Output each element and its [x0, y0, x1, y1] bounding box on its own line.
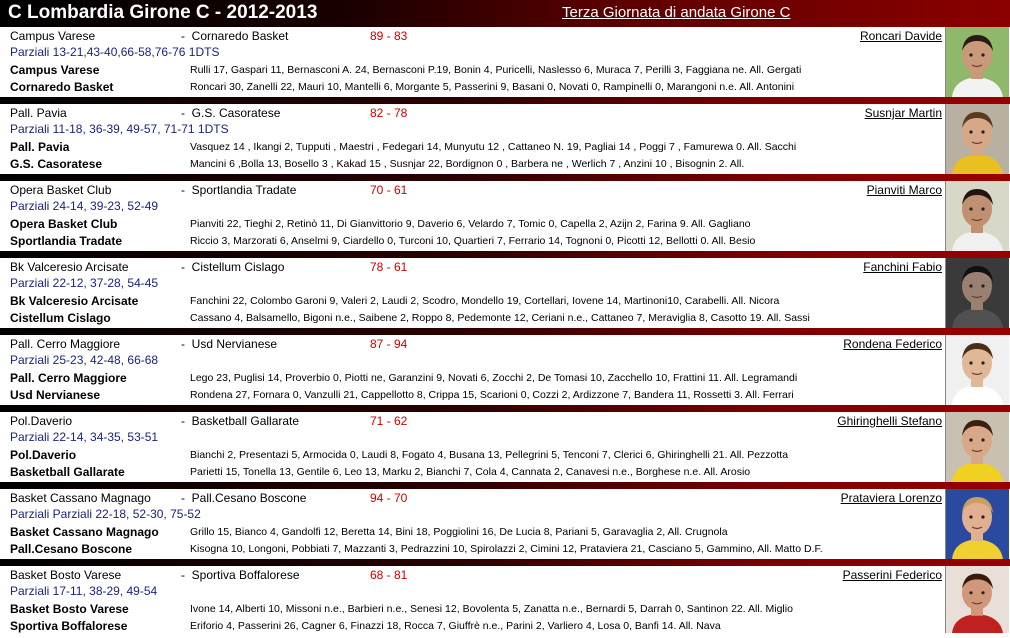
away-roster: Parietti 15, Tonella 13, Gentile 6, Leo 13, Marku 2, Bianchi 7, Cola 4, Cannata 2, Canavesi n.e., Borghese n.e. All. Arosio: [190, 466, 751, 478]
player-photo: [945, 335, 1009, 405]
partials: Parziali 17-11, 38-29, 49-54: [10, 584, 158, 598]
game-block: [0, 27, 1010, 104]
games-list: [0, 27, 1010, 638]
player-photo: [945, 104, 1009, 174]
home-roster: Ivone 14, Alberti 10, Missoni n.e., Barbieri n.e., Senesi 12, Bovolenta 5, Zanatta n.e., Bernardi 5, Darrah 0, Santinon 22. All. Miglio: [190, 603, 793, 615]
row-separator: [0, 251, 1010, 258]
final-score: 82 - 78: [370, 106, 408, 120]
mvp-link[interactable]: Roncari Davide: [859, 29, 942, 43]
away-team-name: Basketball Gallarate: [191, 414, 300, 428]
partials: Parziali 13-21,43-40,66-58,76-76 1DTS: [10, 45, 220, 59]
row-separator: [0, 405, 1010, 412]
final-score: 71 - 62: [370, 414, 408, 428]
final-score: 94 - 70: [370, 491, 408, 505]
mvp-link[interactable]: Passerini Federico: [842, 568, 942, 582]
partials: Parziali 22-14, 34-35, 53-51: [10, 430, 159, 444]
mvp-link[interactable]: Rondena Federico: [843, 337, 942, 351]
away-team: - Sportlandia Tradate: [181, 183, 297, 197]
away-roster: Roncari 30, Zanelli 22, Mauri 10, Mantelli 6, Morgante 5, Passerini 9, Basani 0, Novati 0, Rampinelli 0, Marangoni n.e. All. Antonini: [190, 81, 795, 93]
home-team-bold: Pol.Daverio: [10, 448, 77, 462]
home-team-bold: Bk Valceresio Arcisate: [10, 294, 139, 308]
final-score: 68 - 81: [370, 568, 408, 582]
game-block: [0, 181, 1010, 258]
away-team: - Basketball Gallarate: [181, 414, 300, 428]
home-team-bold: Campus Varese: [10, 63, 100, 77]
home-roster: Lego 23, Puglisi 14, Proverbio 0, Piotti ne, Garanzini 9, Novati 6, Zocchi 2, De Tomasi 10, Zacchello 10, Frattini 11. All. Legramandi: [190, 372, 798, 384]
player-photo: [945, 27, 1009, 97]
partials: Parziali 22-12, 37-28, 54-45: [10, 276, 159, 290]
partials: Parziali 24-14, 39-23, 52-49: [10, 199, 159, 213]
mvp-link[interactable]: Prataviera Lorenzo: [840, 491, 942, 505]
player-photo: [945, 258, 1009, 328]
header-bar: [0, 0, 1010, 27]
final-score: 87 - 94: [370, 337, 408, 351]
home-team: Bk Valceresio Arcisate: [10, 260, 129, 274]
player-photo-drawing: [946, 412, 1009, 482]
mvp-link[interactable]: Pianviti Marco: [866, 183, 942, 197]
player-photo-drawing: [946, 27, 1009, 97]
final-score: 70 - 61: [370, 183, 408, 197]
game-block: [0, 412, 1010, 489]
away-team-bold: Sportiva Boffalorese: [10, 619, 128, 633]
away-team-name: Pall.Cesano Boscone: [191, 491, 307, 505]
away-team-bold: G.S. Casoratese: [10, 157, 103, 171]
row-separator: [0, 482, 1010, 489]
row-separator: [0, 174, 1010, 181]
home-team: Pall. Cerro Maggiore: [10, 337, 121, 351]
game-block: [0, 335, 1010, 412]
game-block: [0, 104, 1010, 181]
away-team-name: G.S. Casoratese: [191, 106, 281, 120]
player-photo-drawing: [946, 104, 1009, 174]
row-separator: [0, 328, 1010, 335]
final-score: 89 - 83: [370, 29, 408, 43]
home-roster: Bianchi 2, Presentazi 5, Armocida 0, Laudi 8, Fogato 4, Busana 13, Pellegrini 5, Tenconi 7, Clerici 6, Ghiringhelli 21. All. Pezzotta: [190, 449, 789, 461]
away-team: - Sportiva Boffalorese: [181, 568, 300, 582]
away-team-bold: Cistellum Cislago: [10, 311, 111, 325]
home-team-bold: Basket Bosto Varese: [10, 602, 129, 616]
away-team: - Cornaredo Basket: [181, 29, 289, 43]
player-photo-drawing: [946, 566, 1009, 633]
player-photo-drawing: [946, 258, 1009, 328]
page-title: C Lombardia Girone C - 2012-2013: [8, 2, 318, 23]
partials: Parziali Parziali 22-18, 52-30, 75-52: [10, 507, 201, 521]
away-team-name: Cornaredo Basket: [191, 29, 289, 43]
home-roster: Rulli 17, Gaspari 11, Bernasconi A. 24, Bernasconi P.19, Bonin 4, Puricelli, Naslesso 6, Muraca 7, Perilli 3, Faggiana ne. All. Gergati: [190, 64, 802, 76]
partials: Parziali 25-23, 42-48, 66-68: [10, 353, 159, 367]
player-photo-drawing: [946, 181, 1009, 251]
home-team: Pol.Daverio: [10, 414, 73, 428]
away-team-bold: Usd Nervianese: [10, 388, 101, 402]
row-separator: [0, 97, 1010, 104]
away-team-name: Sportiva Boffalorese: [191, 568, 300, 582]
home-team: Campus Varese: [10, 29, 96, 43]
away-team-bold: Pall.Cesano Boscone: [10, 542, 133, 556]
away-team-bold: Sportlandia Tradate: [10, 234, 123, 248]
partials: Parziali 11-18, 36-39, 49-57, 71-71 1DTS: [10, 122, 229, 136]
away-team-bold: Cornaredo Basket: [10, 80, 114, 94]
away-roster: Kisogna 10, Longoni, Pobbiati 7, Mazzanti 3, Pedrazzini 10, Spirolazzi 2, Cimini 12, Prataviera 21, Casciano 5, Gammino, All. Matto D.F.: [190, 543, 823, 555]
mvp-link[interactable]: Fanchini Fabio: [863, 260, 942, 274]
home-team-bold: Basket Cassano Magnago: [10, 525, 159, 539]
home-roster: Fanchini 22, Colombo Garoni 9, Valeri 2, Laudi 2, Scodro, Mondello 19, Cortellari, Iovene 14, Martinoni10, Carabelli. All. Nicora: [190, 295, 780, 307]
away-team-name: Sportlandia Tradate: [191, 183, 297, 197]
player-photo-drawing: [946, 489, 1009, 559]
final-score: 78 - 61: [370, 260, 408, 274]
home-roster: Vasquez 14 , Ikangi 2, Tupputi , Maestri , Fedegari 14, Munyutu 12 , Cattaneo N. 19, Pagliai 14 , Poggi 7 , Famurewa 0. All. Sacchi: [190, 141, 797, 153]
player-photo: [945, 489, 1009, 559]
home-team: Basket Bosto Varese: [10, 568, 122, 582]
home-team: Opera Basket Club: [10, 183, 112, 197]
home-team-bold: Pall. Pavia: [10, 140, 70, 154]
player-photo: [945, 181, 1009, 251]
away-roster: Riccio 3, Marzorati 6, Anselmi 9, Ciardello 0, Turconi 10, Quartieri 7, Ferrario 14, Tognoni 0, Picotti 12, Bellotti 0. All. Besio: [190, 235, 756, 247]
away-roster: Rondena 27, Fornara 0, Vanzulli 21, Cappellotto 8, Crippa 15, Scarioni 0, Cozzi 2, Ardizzone 7, Bandera 11, Rossetti 3. All. Ferrari: [190, 389, 794, 401]
away-team: - G.S. Casoratese: [181, 106, 281, 120]
away-team-name: Usd Nervianese: [191, 337, 278, 351]
mvp-link[interactable]: Susnjar Martin: [864, 106, 942, 120]
away-team-name: Cistellum Cislago: [191, 260, 285, 274]
away-team: - Pall.Cesano Boscone: [181, 491, 307, 505]
home-team: Pall. Pavia: [10, 106, 67, 120]
round-link[interactable]: Terza Giornata di andata Girone C: [562, 4, 791, 21]
mvp-link[interactable]: Ghiringhelli Stefano: [837, 414, 942, 428]
away-roster: Mancini 6 ,Bolla 13, Bosello 3 , Kakad 15 , Susnjar 22, Bordignon 0 , Barbera ne , Werlich 7 , Anzini 10 , Bisognin 2. All.: [190, 158, 745, 170]
player-photo-drawing: [946, 335, 1009, 405]
away-team-bold: Basketball Gallarate: [10, 465, 125, 479]
game-block: [0, 489, 1010, 566]
away-team: - Usd Nervianese: [181, 337, 278, 351]
game-block: [0, 566, 1010, 638]
player-photo: [945, 566, 1009, 633]
game-block: [0, 258, 1010, 335]
home-team-bold: Pall. Cerro Maggiore: [10, 371, 127, 385]
home-team-bold: Opera Basket Club: [10, 217, 118, 231]
row-separator: [0, 559, 1010, 566]
away-roster: Eriforio 4, Passerini 26, Cagner 6, Finazzi 18, Rocca 7, Giuffrè n.e., Parini 2, Varliero 4, Losa 0, Banfi 14. All. Nava: [190, 620, 721, 632]
away-team: - Cistellum Cislago: [181, 260, 285, 274]
home-roster: Grillo 15, Bianco 4, Gandolfi 12, Beretta 14, Bini 18, Poggiolini 16, De Lucia 8, Pariani 5, Garavaglia 2, All. Crugnola: [190, 526, 728, 538]
away-roster: Cassano 4, Balsamello, Bigoni n.e., Saibene 2, Roppo 8, Pedemonte 12, Ceriani n.e., Cattaneo 7, Meraviglia 8, Casotto 19. All. Sassi: [190, 312, 810, 324]
home-team: Basket Cassano Magnago: [10, 491, 151, 505]
home-roster: Pianviti 22, Tieghi 2, Retinò 11, Di Gianvittorio 9, Daverio 6, Velardo 7, Tomic 0, Capella 2, Azijn 2, Farina 9. All. Gagliano: [190, 218, 751, 230]
player-photo: [945, 412, 1009, 482]
